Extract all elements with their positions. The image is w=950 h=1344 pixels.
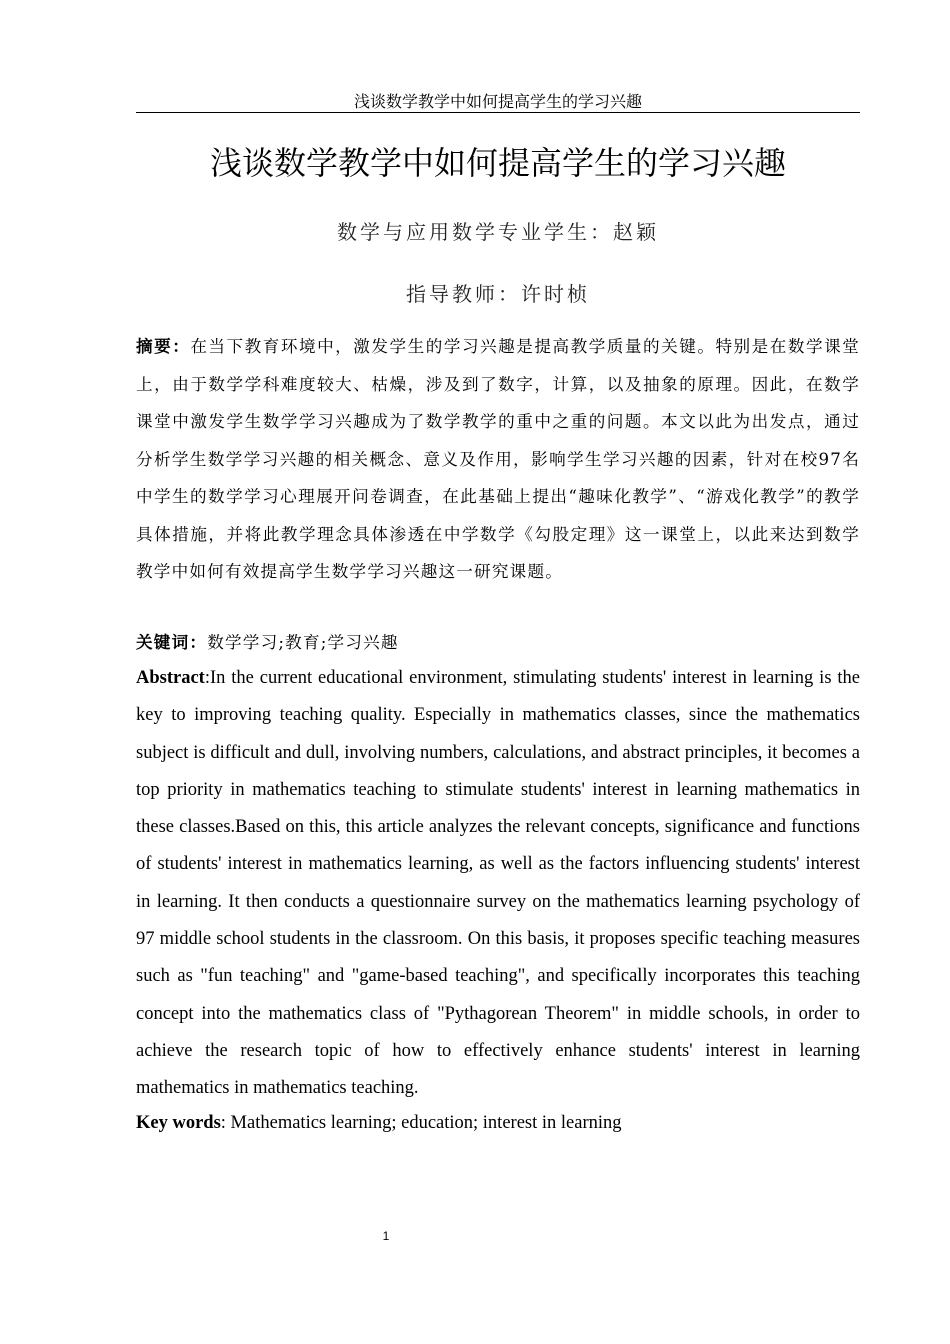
page-number: 1: [382, 1229, 390, 1243]
keywords-cn-label: 关键词：: [136, 632, 208, 652]
keywords-chinese: [136, 628, 860, 657]
abstract-cn-label: 摘要：: [136, 336, 191, 356]
keywords-en-text: : Mathematics learning; education; interest in learning: [220, 1113, 622, 1133]
keywords-english: [136, 1109, 860, 1137]
keywords-cn-text: 数学学习;教育;学习兴趣: [207, 633, 399, 652]
author-line: 数学与应用数学专业学生：赵颖: [337, 220, 659, 244]
paper-title: 浅谈数学教学中如何提高学生的学习兴趣: [209, 144, 786, 182]
advisor-line: 指导教师：许时桢: [406, 282, 590, 306]
abstract-cn-text: 在当下教育环境中，激发学生的学习兴趣是提高教学质量的关键。特别是在数学课堂上，由于数学学科难度较大、枯燥，涉及到了数字，计算，以及抽象的原理。因此，在数学课堂中激发学生数学学习兴趣成为了数学教学的重中之重的问题。本文以此为出发点，通过分析学生数学学习兴趣的相关概念、意义及作用，影响学生学习兴趣的因素，针对在校97名中学生的数学学习心理展开问卷调查，在此基础上提出“趣味化教学”、“游戏化教学”的教学具体措施，并将此教学理念具体渗透在中学数学《勾股定理》这一课堂上，以此来达到数学教学中如何有效提高学生数学学习兴趣这一研究课题。: [136, 337, 860, 581]
abstract-en-text: :In the current educational environment, stimulating students' interest in learning is the key to improving teaching quality. Especially in mathematics classes, since the mathematics subject is difficult and dull, involving numbers, calculations, and abstract principles, it becomes a top priority in mathematics teaching to stimulate students' interest in learning mathematics in these classes.Based on this, this article analyzes the relevant concepts, significance and functions of students' interest in mathematics learning, as well as the factors influencing students' interest in learning. It then conducts a questionnaire survey on the mathematics learning psychology of 97 middle school students in the classroom. On this basis, it proposes specific teaching measures such as "fun teaching" and "game-based teaching", and specifically incorporates this teaching concept into the mathematics class of "Pythagorean Theorem" in middle schools, in order to achieve the research topic of how to effectively enhance students' interest in learning mathematics in mathematics teaching.: [136, 668, 860, 1099]
abstract-chinese: [136, 328, 860, 591]
header-rule: [136, 112, 860, 113]
keywords-en-label: Key words: [136, 1113, 221, 1133]
abstract-english: [136, 660, 860, 1108]
abstract-en-label: Abstract: [136, 668, 205, 688]
running-header: 浅谈数学教学中如何提高学生的学习兴趣: [353, 92, 642, 111]
